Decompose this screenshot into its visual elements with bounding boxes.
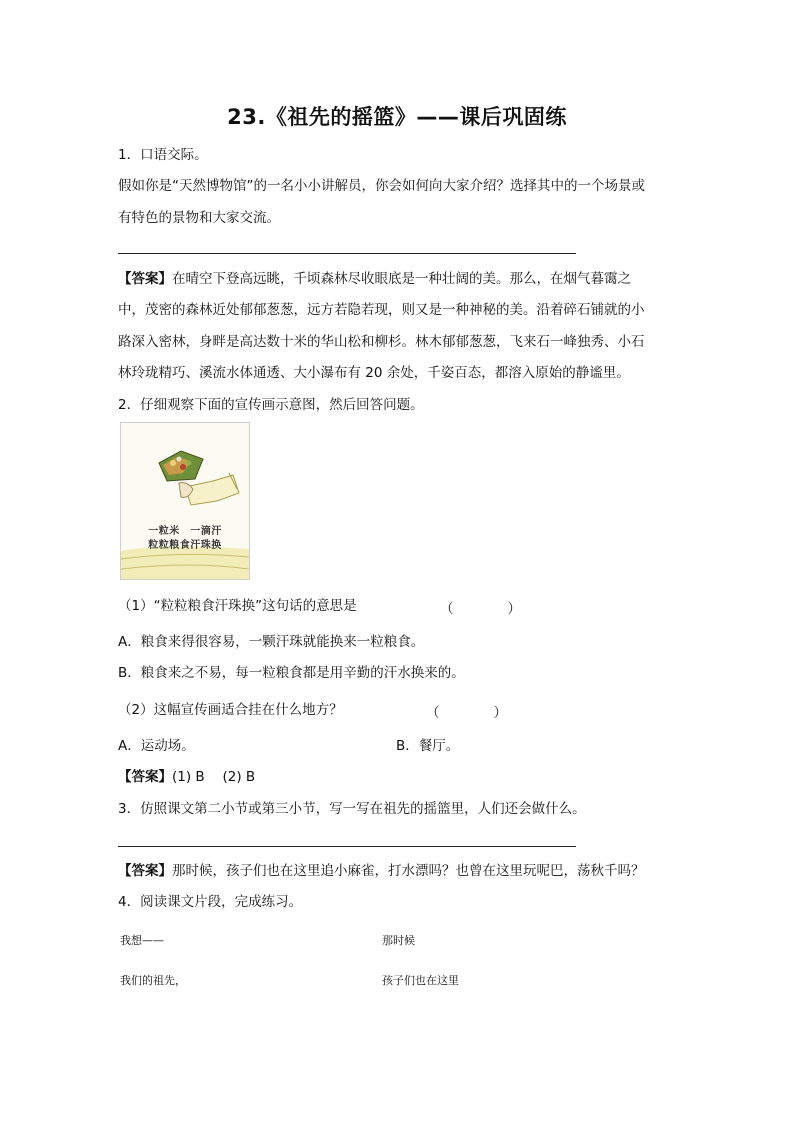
- q1-heading: 1．口语交际。: [118, 147, 208, 163]
- poster-caption-line-1: 一粒米 一滴汗: [148, 526, 222, 537]
- q4-heading: 4．阅读课文片段，完成练习。: [118, 894, 303, 910]
- q2-answer-line: [118, 768, 255, 786]
- answer-tag: 【答案】: [118, 769, 172, 785]
- q4-passage-right-1: 那时候: [382, 934, 415, 947]
- q3-answer-blank-line: [118, 846, 576, 847]
- page-title: 23.《祖先的摇篮》——课后巩固练: [227, 105, 567, 129]
- q2-option-b-2: B．餐厅。: [396, 738, 460, 754]
- answer-tag: 【答案】: [118, 863, 172, 879]
- q4-passage-left-2: 我们的祖先，: [120, 974, 186, 987]
- answer-tag: 【答案】: [118, 271, 172, 287]
- q4-passage-right-2: 孩子们也在这里: [382, 974, 459, 987]
- q1-answer-text-1: 在晴空下登高远眺，千顷森林尽收眼底是一种壮阔的美。那么，在烟气暮霭之: [172, 271, 631, 287]
- q1-answer-line-1: [118, 270, 631, 288]
- q1-answer-blank-line: [118, 253, 576, 254]
- q2-answer-paren-2: （ ）: [426, 705, 507, 721]
- q1-text-line-1: 假如你是“天然博物馆”的一名小小讲解员，你会如何向大家介绍？选择其中的一个场景或: [118, 178, 645, 194]
- q2-heading: 2．仔细观察下面的宣传画示意图，然后回答问题。: [118, 397, 424, 413]
- poster-caption-line-2: 粒粒粮食汗珠换: [148, 540, 222, 551]
- q3-heading: 3．仿照课文第二小节或第三小节，写一写在祖先的摇篮里，人们还会做什么。: [118, 801, 586, 817]
- q1-answer-line-3: 路深入密林，身畔是高达数十米的华山松和柳杉。林木郁郁葱葱，飞来石一峰独秀、小石: [118, 334, 645, 350]
- q2-sub-question-1: （1）“粒粒粮食汗珠换”这句话的意思是: [118, 598, 357, 614]
- q3-answer-text: 那时候，孩子们也在这里追小麻雀，打水漂吗？也曾在这里玩呢巴，荡秋千吗？: [172, 863, 645, 879]
- q4-passage-left-1: 我想——: [120, 934, 164, 947]
- q1-text-line-2: 有特色的景物和大家交流。: [118, 210, 280, 226]
- q1-answer-line-4: 林玲珑精巧、溪流水体通透、大小瀑布有 20 余处，千姿百态，都溶入原始的静谧里。: [118, 365, 630, 381]
- q2-answer-text: (1) B (2) B: [172, 769, 256, 785]
- q1-answer-line-2: 中，茂密的森林近处郁郁葱葱，远方若隐若现，则又是一种神秘的美。沿着碎石铺就的小: [118, 302, 645, 318]
- q2-option-a-1: A．粮食来得很容易，一颗汗珠就能换来一粒粮食。: [118, 634, 425, 650]
- q2-option-b-1: B．粮食来之不易，每一粒粮食都是用辛勤的汗水换来的。: [118, 665, 465, 681]
- poster-drawing: [121, 423, 249, 579]
- poster-illustration: [120, 422, 250, 580]
- q2-sub-question-2: （2）这幅宣传画适合挂在什么地方？: [118, 702, 343, 718]
- q3-answer-line: [118, 862, 645, 880]
- q2-option-a-2: A．运动场。: [118, 738, 195, 754]
- q2-answer-paren-1: （ ）: [440, 601, 521, 617]
